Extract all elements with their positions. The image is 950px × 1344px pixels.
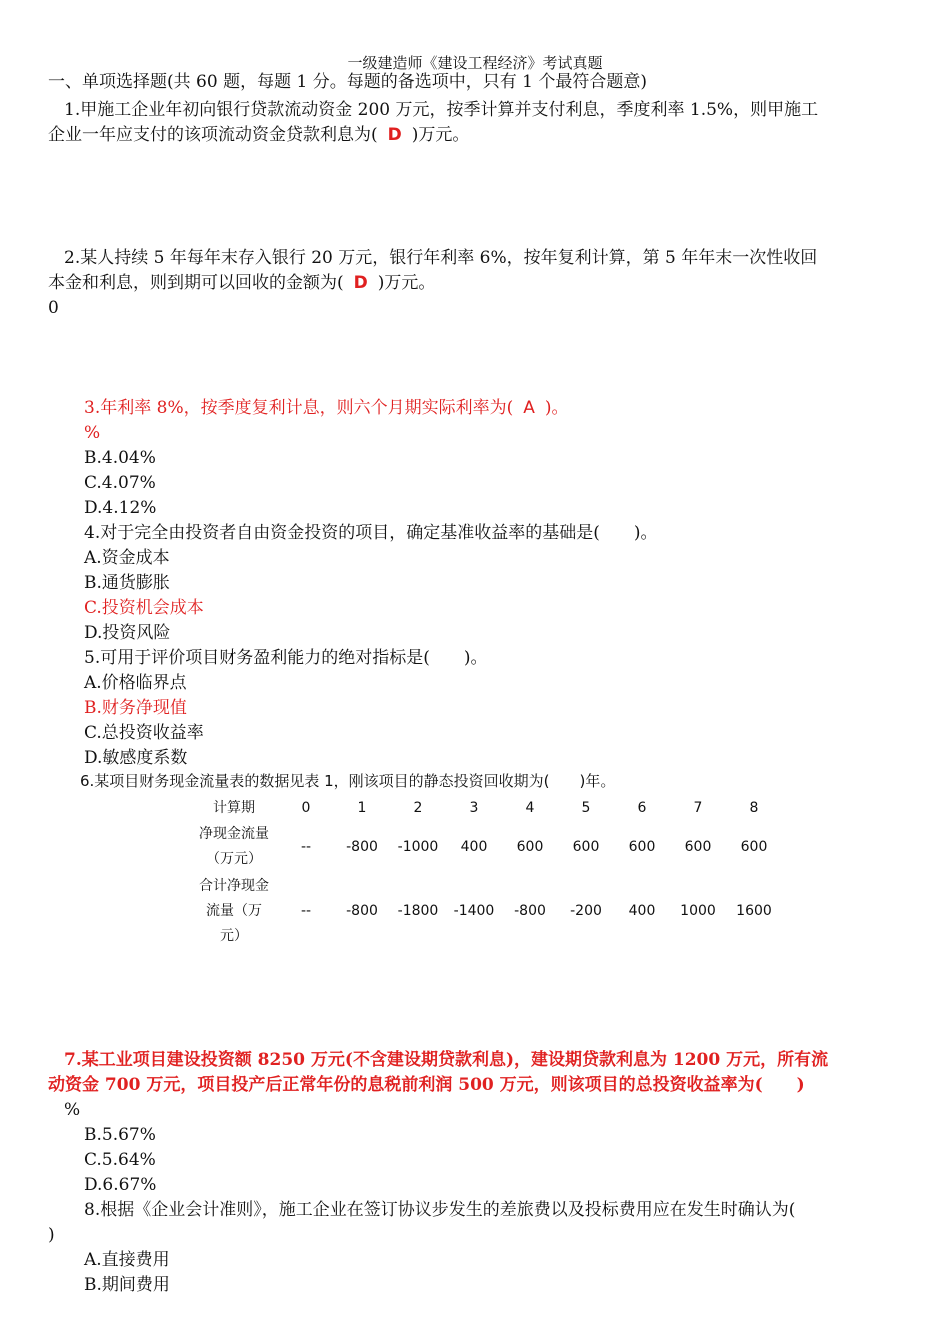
q4-option-d: D.投资风险 — [84, 623, 171, 643]
q5-option-b-correct: B.财务净现值 — [84, 698, 187, 718]
period-cell: 8 — [749, 800, 759, 816]
row1-label-a: 净现金流量 — [199, 826, 269, 842]
q2-stray-text: 0 — [48, 298, 59, 318]
period-cell: 6 — [637, 800, 647, 816]
period-cell: 4 — [525, 800, 535, 816]
q8-option-b: B.期间费用 — [84, 1275, 170, 1295]
q5-option-a: A.价格临界点 — [84, 673, 187, 693]
q1-stem-line1: 1.甲施工企业年初向银行贷款流动资金 200 万元，按季计算并支付利息，季度利率 1.5%，则甲施工 — [64, 100, 819, 120]
value-cell: -200 — [570, 903, 602, 919]
period-cell: 0 — [301, 800, 311, 816]
q7-option-d: D.6.67% — [84, 1175, 157, 1195]
q4-option-c-correct: C.投资机会成本 — [84, 598, 204, 618]
section-heading: 一、单项选择题(共 60 题，每题 1 分。每题的备选项中，只有 1 个最符合题意) — [48, 72, 647, 92]
value-cell: -1000 — [397, 839, 439, 855]
value-cell: 1600 — [736, 903, 772, 919]
q5-option-c: C.总投资收益率 — [84, 723, 204, 743]
row1-label-b: （万元） — [206, 851, 262, 867]
row2-label-a: 合计净现金 — [199, 877, 269, 894]
q4-option-b: B.通货膨胀 — [84, 573, 170, 593]
value-cell: 1000 — [680, 903, 716, 919]
row2-label-b: 流量（万 — [206, 902, 262, 919]
q3-stem-post: )。 — [544, 398, 569, 418]
q2-stem-line1: 2.某人持续 5 年每年末存入银行 20 万元，银行年利率 6%，按年复利计算，第 5 年年末一次性收回 — [64, 248, 818, 268]
period-cell: 1 — [357, 800, 367, 816]
q1-stem-pre: 企业一年应支付的该项流动资金贷款利息为( — [48, 125, 378, 145]
q4-option-a: A.资金成本 — [84, 548, 170, 568]
value-cell: 600 — [740, 839, 768, 855]
value-cell: 400 — [628, 903, 656, 919]
cash-flow-table — [190, 795, 782, 949]
period-cell: 7 — [693, 800, 703, 816]
value-cell: 600 — [628, 839, 656, 855]
q3-stem — [84, 396, 569, 421]
q2-answer: D — [353, 273, 368, 293]
q4-stem: 4.对于完全由投资者自由资金投资的项目，确定基准收益率的基础是( )。 — [84, 523, 658, 543]
q1-stem-line2 — [48, 123, 469, 148]
value-cell: -800 — [346, 839, 378, 855]
q8-stem-line1: 8.根据《企业会计准则》，施工企业在签订协议步发生的差旅费以及投标费用应在发生时确认为( — [84, 1200, 796, 1220]
row2-label-c: 元） — [220, 927, 248, 944]
value-cell: 600 — [684, 839, 712, 855]
q3-option-d: D.4.12% — [84, 498, 157, 518]
q3-fragment: % — [84, 423, 101, 443]
q7-stem-line1: 7.某工业项目建设投资额 8250 万元(不含建设期贷款利息)，建设期贷款利息为 1200 万元，所有流 — [64, 1050, 829, 1070]
value-cell: -- — [300, 903, 312, 919]
table-row — [190, 873, 782, 949]
period-cell: 2 — [413, 800, 423, 816]
q8-option-a: A.直接费用 — [84, 1250, 170, 1270]
table-row — [190, 821, 782, 873]
value-cell: 400 — [460, 839, 488, 855]
period-cell: 5 — [581, 800, 591, 816]
q5-option-d: D.敏感度系数 — [84, 748, 188, 768]
value-cell: -1400 — [453, 903, 495, 919]
table-row — [190, 795, 782, 821]
q7-fragment: % — [64, 1100, 81, 1120]
q8-stem-line2: ) — [48, 1225, 55, 1245]
value-cell: 600 — [516, 839, 544, 855]
q3-answer: A — [523, 398, 535, 418]
q6-stem: 6.某项目财务现金流量表的数据见表 1，刚该项目的静态投资回收期为( )年。 — [80, 772, 616, 790]
header-label-cell: 计算期 — [213, 799, 255, 816]
q3-option-c: C.4.07% — [84, 473, 156, 493]
q3-option-b: B.4.04% — [84, 448, 156, 468]
row-label-cell — [190, 873, 278, 949]
q2-stem-pre: 本金和利息，则到期可以回收的金额为( — [48, 273, 344, 293]
row-label-cell — [190, 821, 278, 873]
value-cell: -800 — [514, 903, 546, 919]
value-cell: -1800 — [397, 903, 439, 919]
q1-stem-post: )万元。 — [411, 125, 470, 145]
q2-stem-line2 — [48, 271, 435, 296]
period-cell: 3 — [469, 800, 479, 816]
q3-stem-pre: 3.年利率 8%，按季度复利计息，则六个月期实际利率为( — [84, 398, 514, 418]
page-title: 一级建造师《建设工程经济》考试真题 — [347, 54, 603, 72]
q1-answer: D — [387, 125, 402, 145]
q7-stem-line2: 动资金 700 万元，项目投产后正常年份的息税前利润 500 万元，则该项目的总投资收益率为( ) — [48, 1075, 805, 1095]
q7-option-b: B.5.67% — [84, 1125, 156, 1145]
q2-stem-post: )万元。 — [377, 273, 436, 293]
value-cell: -800 — [346, 903, 378, 919]
q5-stem: 5.可用于评价项目财务盈利能力的绝对指标是( )。 — [84, 648, 488, 668]
value-cell: 600 — [572, 839, 600, 855]
q7-option-c: C.5.64% — [84, 1150, 156, 1170]
value-cell: -- — [300, 839, 312, 855]
